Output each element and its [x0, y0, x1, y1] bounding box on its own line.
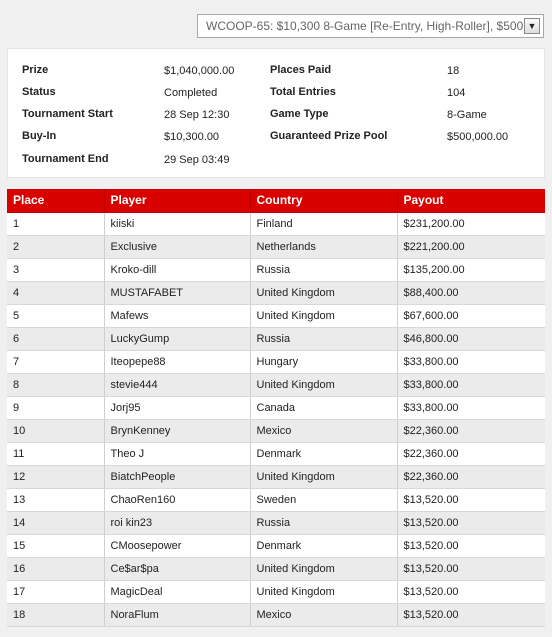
payout-cell: $22,360.00 — [397, 465, 545, 488]
prize-value: $1,040,000.00 — [164, 65, 235, 77]
player-cell: BrynKenney — [104, 419, 250, 442]
country-cell: Mexico — [250, 603, 397, 626]
payout-cell: $67,600.00 — [397, 304, 545, 327]
game-type-value: 8-Game — [447, 109, 487, 121]
player-cell: CMoosepower — [104, 534, 250, 557]
place-cell: 18 — [7, 603, 104, 626]
place-cell: 5 — [7, 304, 104, 327]
place-cell: 10 — [7, 419, 104, 442]
country-cell: Denmark — [250, 442, 397, 465]
places-paid-label: Places Paid — [270, 64, 332, 76]
tournament-select-value: WCOOP-65: $10,300 8-Game [Re-Entry, High-Roller], $500 — [206, 19, 524, 33]
table-row — [7, 373, 545, 396]
player-cell: Jorj95 — [104, 396, 250, 419]
payout-cell: $13,520.00 — [397, 557, 545, 580]
country-cell: Hungary — [250, 350, 397, 373]
country-cell: Russia — [250, 258, 397, 281]
total-entries-label: Total Entries — [270, 86, 336, 98]
country-cell: United Kingdom — [250, 580, 397, 603]
country-cell: United Kingdom — [250, 465, 397, 488]
payout-cell: $88,400.00 — [397, 281, 545, 304]
player-cell: Exclusive — [104, 235, 250, 258]
country-cell: Denmark — [250, 534, 397, 557]
status-label: Status — [22, 86, 56, 98]
place-cell: 16 — [7, 557, 104, 580]
country-cell: United Kingdom — [250, 281, 397, 304]
table-row — [7, 488, 545, 511]
column-header-player[interactable]: Player — [104, 189, 250, 212]
table-row — [7, 258, 545, 281]
places-paid-value: 18 — [447, 65, 460, 77]
country-cell: Canada — [250, 396, 397, 419]
payout-cell: $221,200.00 — [397, 235, 545, 258]
place-cell: 3 — [7, 258, 104, 281]
payout-cell: $33,800.00 — [397, 373, 545, 396]
country-cell: Sweden — [250, 488, 397, 511]
payout-cell: $135,200.00 — [397, 258, 545, 281]
game-type-label: Game Type — [270, 108, 329, 120]
table-row — [7, 212, 545, 235]
payout-cell: $22,360.00 — [397, 442, 545, 465]
player-cell: Ce$ar$pa — [104, 557, 250, 580]
payout-cell: $33,800.00 — [397, 350, 545, 373]
player-cell: MagicDeal — [104, 580, 250, 603]
table-row — [7, 465, 545, 488]
place-cell: 4 — [7, 281, 104, 304]
buyin-value: $10,300.00 — [164, 131, 220, 143]
payout-cell: $13,520.00 — [397, 603, 545, 626]
table-row — [7, 235, 545, 258]
player-cell: Kroko-dill — [104, 258, 250, 281]
country-cell: Russia — [250, 327, 397, 350]
table-row — [7, 350, 545, 373]
payout-cell: $33,800.00 — [397, 396, 545, 419]
place-cell: 8 — [7, 373, 104, 396]
prize-label: Prize — [22, 64, 49, 76]
place-cell: 17 — [7, 580, 104, 603]
player-cell: BiatchPeople — [104, 465, 250, 488]
tournament-start-label: Tournament Start — [22, 108, 113, 120]
column-header-country[interactable]: Country — [250, 189, 397, 212]
player-cell: Theo J — [104, 442, 250, 465]
table-row — [7, 580, 545, 603]
payout-cell: $13,520.00 — [397, 488, 545, 511]
chevron-down-icon[interactable]: ▼ — [524, 18, 540, 34]
place-cell: 9 — [7, 396, 104, 419]
table-row — [7, 327, 545, 350]
player-cell: Iteopepe88 — [104, 350, 250, 373]
payout-cell: $22,360.00 — [397, 419, 545, 442]
total-entries-value: 104 — [447, 87, 466, 99]
tournament-end-label: Tournament End — [22, 153, 109, 165]
tournament-info-panel — [7, 48, 545, 178]
column-header-place[interactable]: Place — [7, 189, 104, 212]
results-header-row — [7, 189, 545, 212]
payout-cell: $46,800.00 — [397, 327, 545, 350]
tournament-start-value: 28 Sep 12:30 — [164, 109, 230, 121]
place-cell: 11 — [7, 442, 104, 465]
payout-cell: $13,520.00 — [397, 511, 545, 534]
country-cell: Netherlands — [250, 235, 397, 258]
player-cell: roi kin23 — [104, 511, 250, 534]
column-header-payout[interactable]: Payout — [397, 189, 545, 212]
table-row — [7, 534, 545, 557]
results-table — [7, 189, 545, 627]
guaranteed-pool-label: Guaranteed Prize Pool — [270, 130, 388, 142]
place-cell: 1 — [7, 212, 104, 235]
table-row — [7, 304, 545, 327]
table-row — [7, 557, 545, 580]
tournament-select[interactable] — [197, 14, 544, 38]
table-row — [7, 442, 545, 465]
country-cell: Finland — [250, 212, 397, 235]
country-cell: Russia — [250, 511, 397, 534]
place-cell: 2 — [7, 235, 104, 258]
table-row — [7, 281, 545, 304]
tournament-end-value: 29 Sep 03:49 — [164, 154, 230, 166]
country-cell: United Kingdom — [250, 557, 397, 580]
results-body — [7, 212, 545, 626]
place-cell: 14 — [7, 511, 104, 534]
place-cell: 6 — [7, 327, 104, 350]
payout-cell: $13,520.00 — [397, 580, 545, 603]
table-row — [7, 603, 545, 626]
place-cell: 12 — [7, 465, 104, 488]
player-cell: ChaoRen160 — [104, 488, 250, 511]
player-cell: NoraFlum — [104, 603, 250, 626]
buyin-label: Buy-In — [22, 130, 57, 142]
table-row — [7, 511, 545, 534]
place-cell: 7 — [7, 350, 104, 373]
guaranteed-pool-value: $500,000.00 — [447, 131, 509, 143]
payout-cell: $231,200.00 — [397, 212, 545, 235]
country-cell: Mexico — [250, 419, 397, 442]
country-cell: United Kingdom — [250, 304, 397, 327]
table-row — [7, 419, 545, 442]
player-cell: MUSTAFABET — [104, 281, 250, 304]
status-value: Completed — [164, 87, 218, 99]
payout-cell: $13,520.00 — [397, 534, 545, 557]
place-cell: 15 — [7, 534, 104, 557]
player-cell: Mafews — [104, 304, 250, 327]
player-cell: stevie444 — [104, 373, 250, 396]
country-cell: United Kingdom — [250, 373, 397, 396]
place-cell: 13 — [7, 488, 104, 511]
player-cell: LuckyGump — [104, 327, 250, 350]
player-cell: kiiski — [104, 212, 250, 235]
table-row — [7, 396, 545, 419]
